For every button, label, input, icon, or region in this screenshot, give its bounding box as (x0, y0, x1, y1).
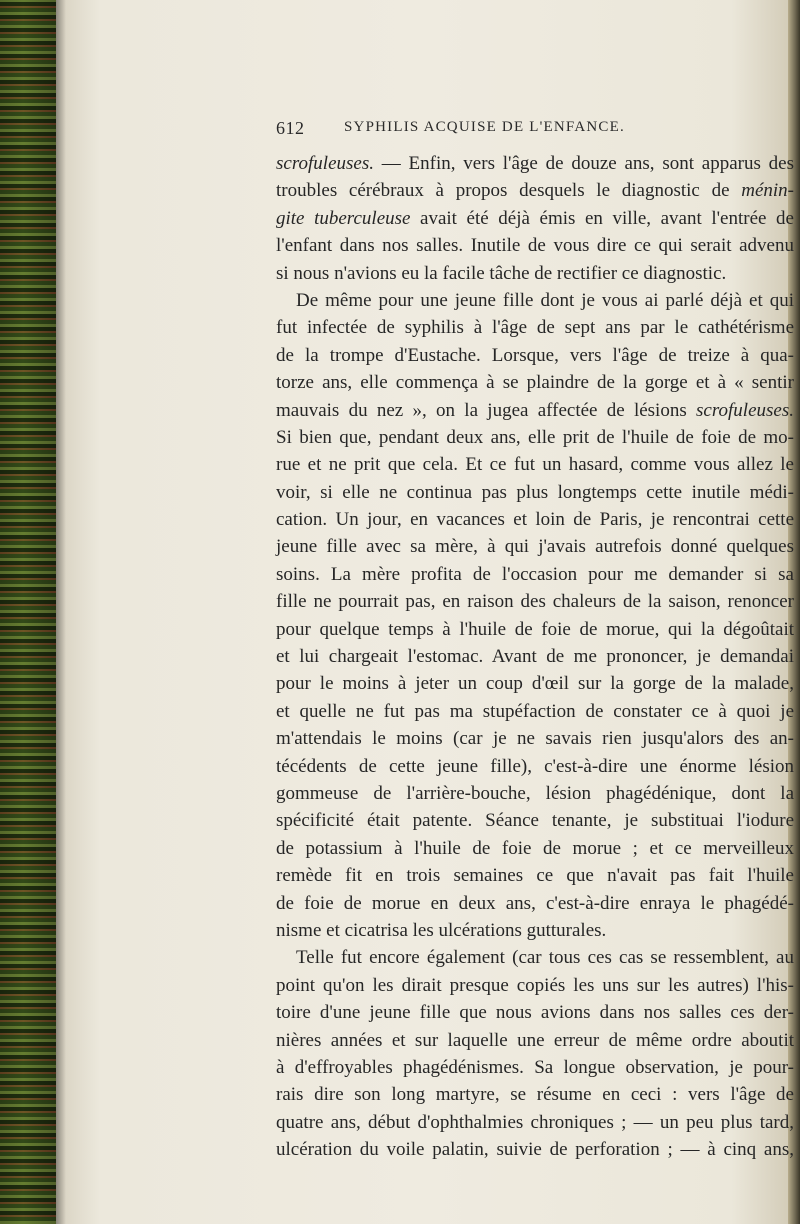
text-line (276, 780, 794, 807)
text-run: voir, si elle ne continua pas plus longtemps cette inutile médi- (276, 481, 794, 503)
text-line (276, 643, 794, 670)
text-run: mauvais du nez », on la jugea affectée de lésions (276, 399, 697, 421)
text-run: de foie de morue en deux ans, c'est-à-dire enraya le phagédé- (276, 892, 794, 914)
text-line (276, 397, 794, 424)
text-run: gommeuse de l'arrière-bouche, lésion phagédénique, dont la (276, 782, 794, 804)
text-line (276, 862, 794, 889)
body-text (276, 150, 794, 1163)
text-run: de la trompe d'Eustache. Lorsque, vers l'âge de treize à qua- (276, 344, 794, 366)
text-run: fille ne pourrait pas, en raison des chaleurs de la saison, renoncer (276, 591, 794, 613)
text-line (276, 753, 794, 780)
text-line (276, 999, 794, 1026)
text-line (276, 807, 794, 834)
text-run: à d'effroyables phagédénismes. Sa longue observation, je pour- (276, 1056, 794, 1078)
text-line (276, 369, 794, 396)
text-line (276, 561, 794, 588)
text-run: quatre ans, début d'ophthalmies chroniques ; — un peu plus tard, (276, 1111, 794, 1133)
text-run: jeune fille avec sa mère, à qui j'avais autrefois donné quelques (276, 536, 794, 558)
text-line (276, 232, 794, 259)
text-line (276, 260, 794, 287)
text-line (276, 917, 794, 944)
text-line (276, 1027, 794, 1054)
text-run: l'enfant dans nos salles. Inutile de vous dire ce qui serait advenu (276, 235, 794, 257)
text-line (276, 1136, 794, 1163)
text-line (276, 424, 794, 451)
text-run: Telle fut encore également (car tous ces cas se ressemblent, au (296, 947, 794, 969)
text-line (276, 314, 794, 341)
text-run: torze ans, elle commença à se plaindre de la gorge et à « sentir (276, 372, 794, 394)
text-line (276, 177, 794, 204)
page-header (276, 118, 796, 142)
page-number: 612 (276, 118, 305, 138)
italic-run: scrofuleuses. (696, 399, 794, 421)
text-run: m'attendais le moins (car je ne savais rien jusqu'alors des an- (276, 728, 794, 750)
text-line (276, 1081, 794, 1108)
text-line (276, 588, 794, 615)
text-run: fut infectée de syphilis à l'âge de sept ans par le cathétérisme (276, 317, 794, 339)
page-gutter-shadow (56, 0, 66, 1224)
italic-run: scrofuleuses. (276, 153, 374, 174)
italic-run: gite tuberculeuse (276, 207, 411, 229)
text-run: avait été déjà émis en ville, avant l'entrée de (410, 207, 794, 229)
text-line (276, 890, 794, 917)
text-run: troubles cérébraux à propos desquels le diagnostic de (276, 180, 742, 202)
text-line (276, 835, 794, 862)
text-run: soins. La mère profita de l'occasion pour me demander si sa (276, 563, 794, 585)
text-run: De même pour une jeune fille dont je vous ai parlé déjà et qui (296, 289, 794, 311)
text-run: pour le moins à jeter un coup d'œil sur la gorge de la malade, (276, 673, 794, 695)
text-line (276, 533, 794, 560)
book-binding-left (0, 0, 58, 1224)
text-run: et lui chargeait l'estomac. Avant de me prononcer, je demandai (276, 646, 794, 668)
text-line (276, 944, 794, 971)
text-line (276, 698, 794, 725)
text-line (276, 616, 794, 643)
running-head: SYPHILIS ACQUISE DE L'ENFANCE. (344, 119, 625, 135)
text-line (276, 670, 794, 697)
italic-run: ménin- (741, 180, 794, 202)
text-run: et quelle ne fut pas ma stupéfaction de constater ce à quoi je (276, 700, 794, 722)
text-run: pour quelque temps à l'huile de foie de morue, qui la dégoûtait (276, 618, 794, 640)
text-run: si nous n'avions eu la facile tâche de rectifier ce diagnostic. (276, 262, 727, 284)
text-line (276, 972, 794, 999)
text-run: nisme et cicatrisa les ulcérations gutturales. (276, 919, 607, 941)
text-run: ulcération du voile palatin, suivie de perforation ; — à cinq ans, (276, 1139, 794, 1161)
text-run: de potassium à l'huile de foie de morue ; et ce merveilleux (276, 837, 794, 859)
text-run: toire d'une jeune fille que nous avions dans nos salles ces der- (276, 1002, 794, 1024)
text-line (276, 1109, 794, 1136)
text-run: point qu'on les dirait presque copiés les uns sur les autres) l'his- (276, 974, 794, 996)
text-run: remède fit en trois semaines ce que n'avait pas fait l'huile (276, 865, 794, 887)
text-line (276, 725, 794, 752)
text-run: nières années et sur laquelle une erreur de même ordre aboutit (276, 1029, 794, 1051)
text-line (276, 150, 794, 177)
text-run: técédents de cette jeune fille), c'est-à-dire une énorme lésion (276, 755, 794, 777)
text-run: spécificité était patente. Séance tenante, je substituai l'iodure (276, 810, 794, 832)
text-line (276, 287, 794, 314)
text-line (276, 205, 794, 232)
text-run: cation. Un jour, en vacances et loin de Paris, je rencontrai cette (276, 509, 794, 531)
text-run: rue et ne prit que cela. Et ce fut un hasard, comme vous allez le (276, 454, 794, 476)
text-line (276, 506, 794, 533)
text-line (276, 479, 794, 506)
text-run: Si bien que, pendant deux ans, elle prit de l'huile de foie de mo- (276, 426, 794, 448)
text-run: — Enfin, vers l'âge de douze ans, sont apparus des (373, 153, 794, 174)
text-line (276, 342, 794, 369)
text-line (276, 1054, 794, 1081)
text-run: rais dire son long martyre, se résume en ceci : vers l'âge de (276, 1084, 794, 1106)
text-line (276, 451, 794, 478)
